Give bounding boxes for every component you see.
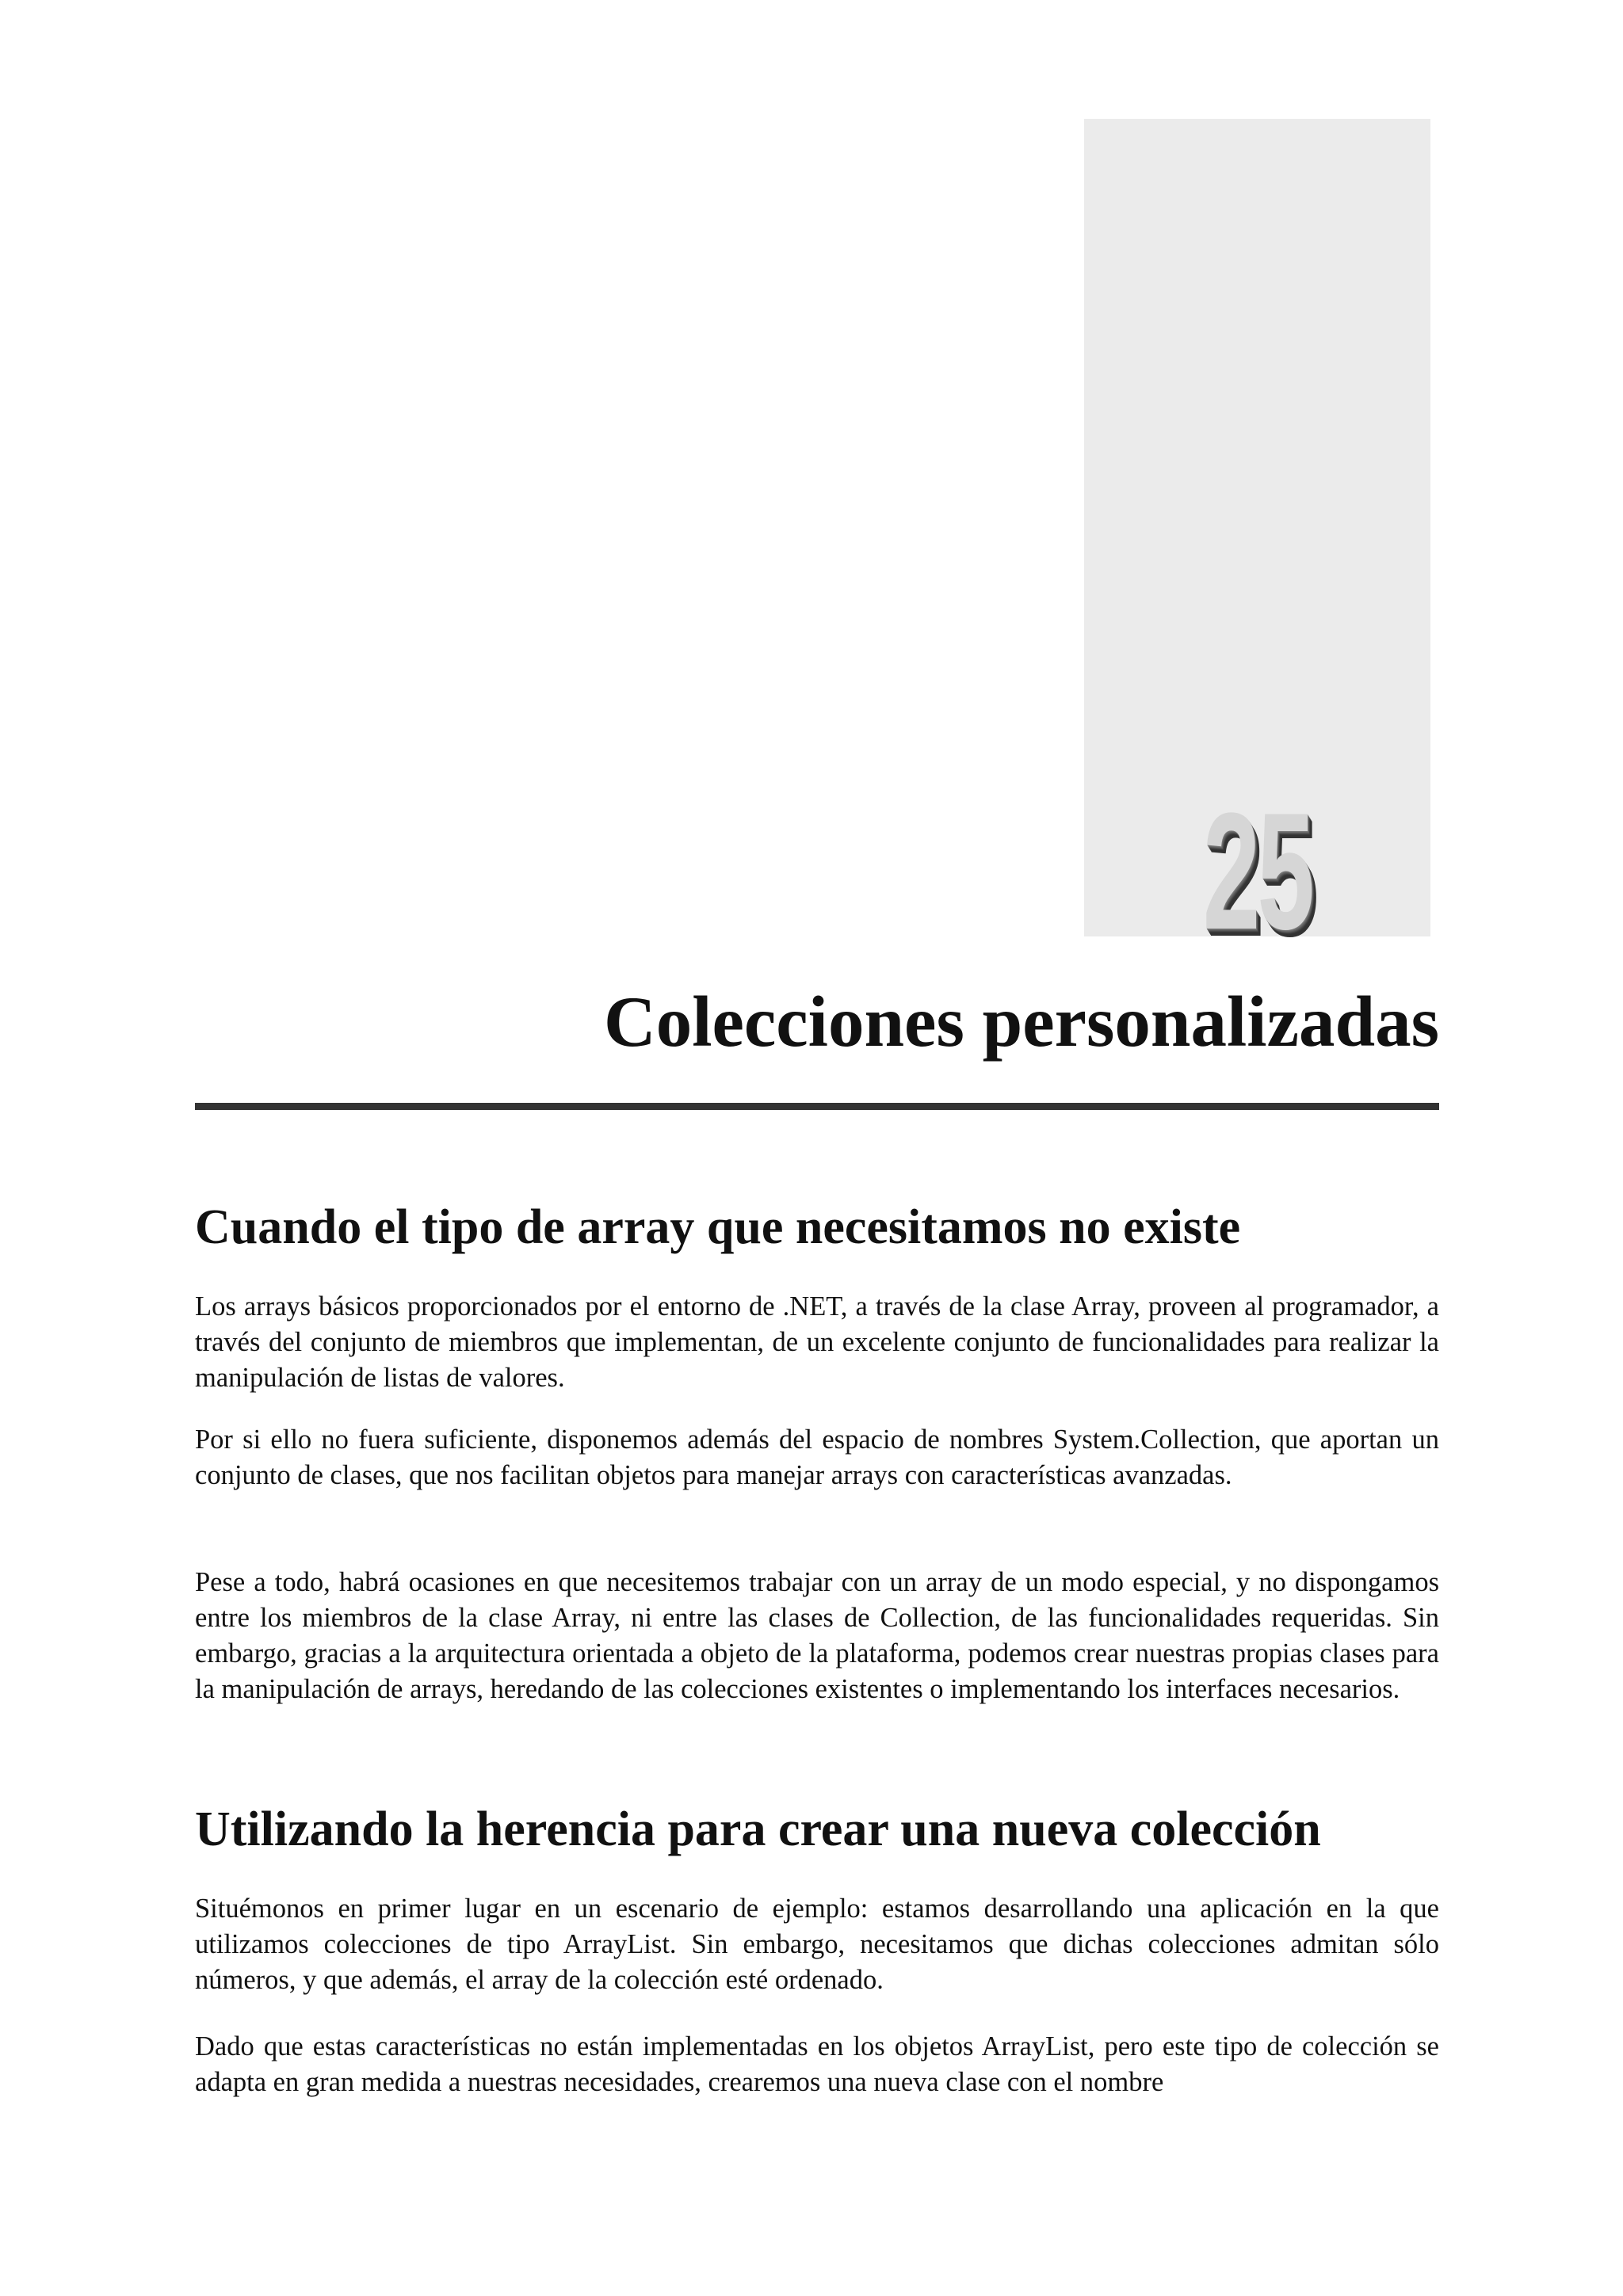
paragraph-4: Situémonos en primer lugar en un escenario de ejemplo: estamos desarrollando una aplicación en la que utilizamos colecciones de tipo ArrayList. Sin embargo, necesitamos que dichas colecciones admitan sólo números, y que además, el array de la colección esté ordenado. — [195, 1894, 1439, 1995]
section-heading-2: Utilizando la herencia para crear una nueva colección — [195, 1802, 1321, 1856]
paragraph-3: Pese a todo, habrá ocasiones en que necesitemos trabajar con un array de un modo especial, y no dispongamos entre los miembros de la clase Array, ni entre las clases de Collection, de las funcionalidades requeridas. Sin embargo, gracias a la arquitectura orientada a objeto de la plataforma, podemos crear nuestras propias clases para la manipulación de arrays, heredando de las colecciones existentes o implementando los interfaces necesarios. — [195, 1567, 1439, 1704]
paragraph-2: Por si ello no fuera suficiente, disponemos además del espacio de nombres System.Collection, que aportan un conjunto de clases, que nos facilitan objetos para manejar arrays con características avanzadas. — [195, 1425, 1439, 1490]
title-divider — [195, 1103, 1439, 1110]
paragraph-5: Dado que estas características no están implementadas en los objetos ArrayList, pero este tipo de colección se adapta en gran medida a nuestras necesidades, crearemos una nueva clase con el nombre — [195, 2031, 1439, 2097]
paragraph-1: Los arrays básicos proporcionados por el entorno de .NET, a través de la clase Array, proveen al programador, a través del conjunto de miembros que implementan, de un excelente conjunto de funcionalidades para realizar la manipulación de listas de valores. — [195, 1291, 1439, 1393]
chapter-title: Colecciones personalizadas — [603, 982, 1439, 1062]
chapter-number-box — [1084, 119, 1430, 964]
chapter-number: 25 — [1202, 778, 1312, 964]
section-heading-1: Cuando el tipo de array que necesitamos no existe — [195, 1200, 1241, 1254]
